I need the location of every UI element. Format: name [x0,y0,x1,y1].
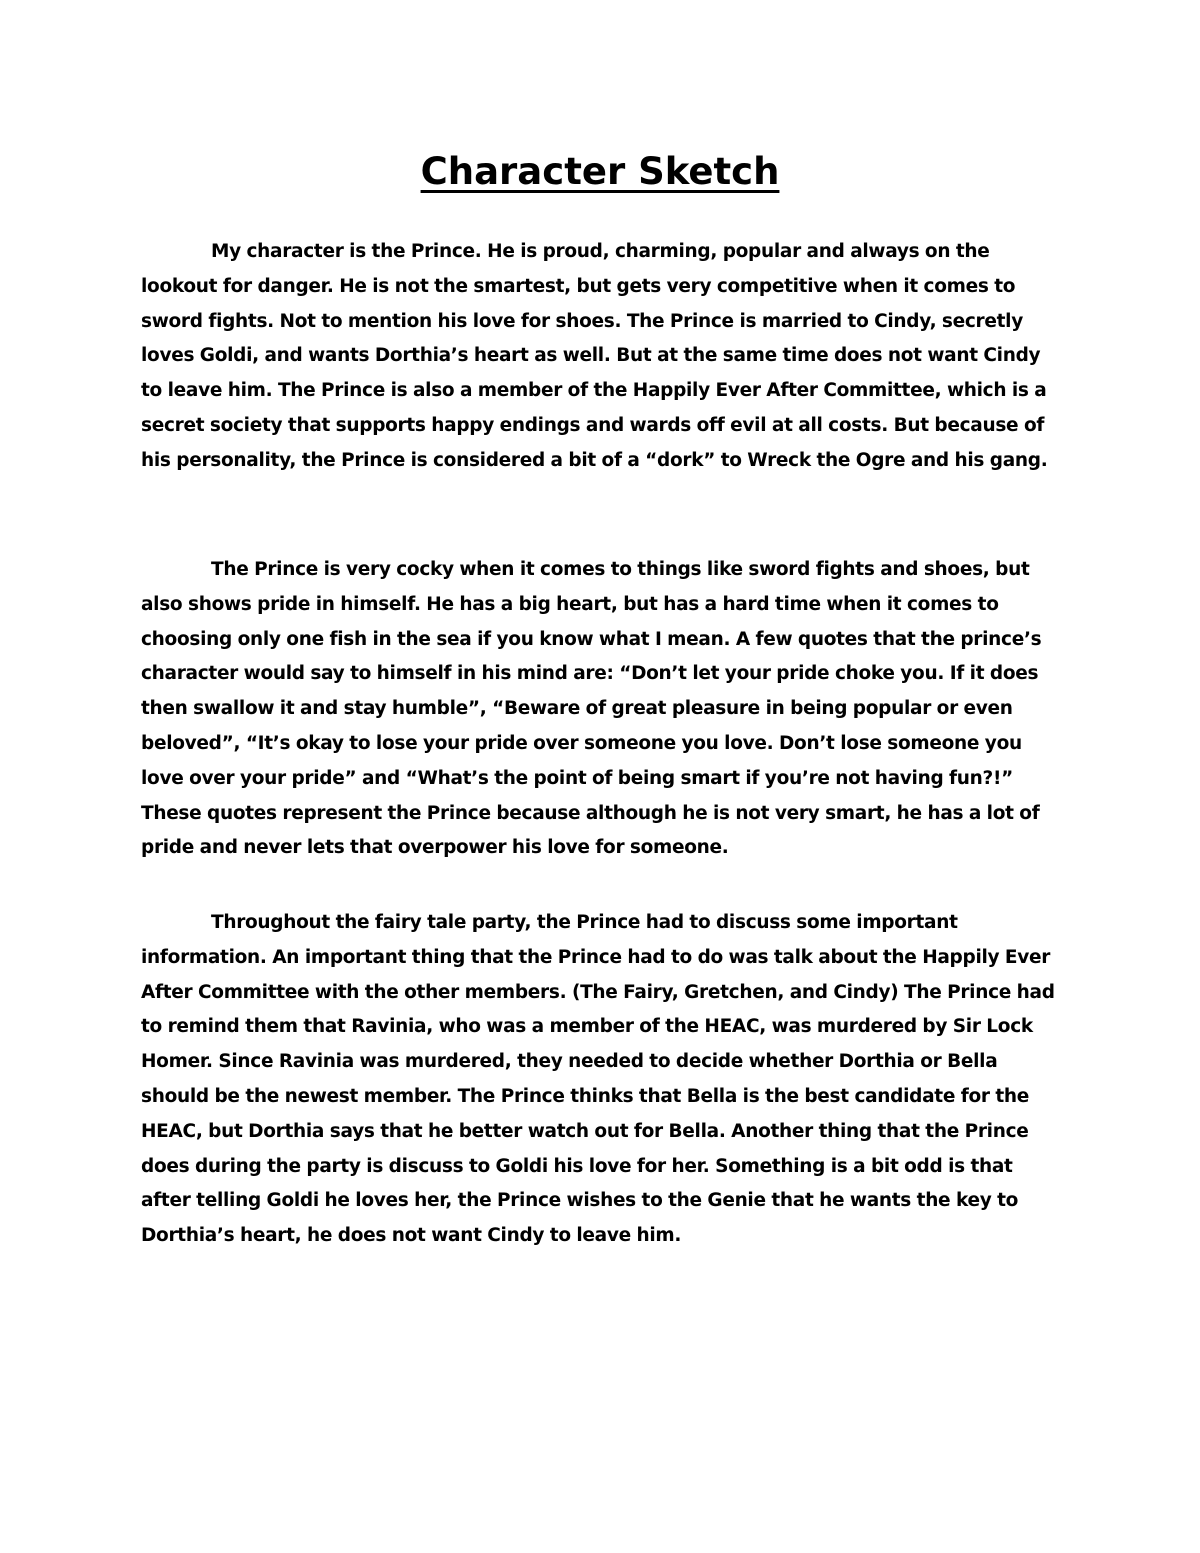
paragraph-2: The Prince is very cocky when it comes to things like sword fights and shoes, but also shows pride in himself. He has a big heart, but has a hard time when it comes to choosing only one fish in the sea if you know what I mean. A few quotes that the prince’s character would say to himself in his mind are: “Don’t let your pride choke you. If it does then swallow it and stay humble”, “Beware of great pleasure in being popular or even beloved”, “It’s okay to lose your pride over someone you love. Don’t lose someone you love over your pride” and “What’s the point of being smart if you’re not having fun?!” These quotes represent the Prince because although he is not very smart, he has a lot of pride and never lets that overpower his love for someone. [141,559,1042,859]
paragraph-1: My character is the Prince. He is proud, charming, popular and always on the lookout for danger. He is not the smartest, but gets very competitive when it comes to sword fights. Not to mention his love for shoes. The Prince is married to Cindy, secretly loves Goldi, and wants Dorthia’s heart as well. But at the same time does not want Cindy to leave him. The Prince is also a member of the Happily Ever After Committee, which is a secret society that supports happy endings and wards off evil at all costs. But because of his personality, the Prince is considered a bit of a “dork” to Wreck the Ogre and his gang. [141,241,1048,471]
document-title: Character Sketch [420,150,780,193]
paragraph-3: Throughout the fairy tale party, the Prince had to discuss some important information. An important thing that the Prince had to do was talk about the Happily Ever After Committee with the other members. (The Fairy, Gretchen, and Cindy) The Prince had to remind them that Ravinia, who was a member of the HEAC, was murdered by Sir Lock Homer. Since Ravinia was murdered, they needed to decide whether Dorthia or Bella should be the newest member. The Prince thinks that Bella is the best candidate for the HEAC, but Dorthia says that he better watch out for Bella. Another thing that the Prince does during the party is discuss to Goldi his love for her. Something is a bit odd is that after telling Goldi he loves her, the Prince wishes to the Genie that he wants the key to Dorthia’s heart, he does not want Cindy to leave him. [141,912,1055,1247]
